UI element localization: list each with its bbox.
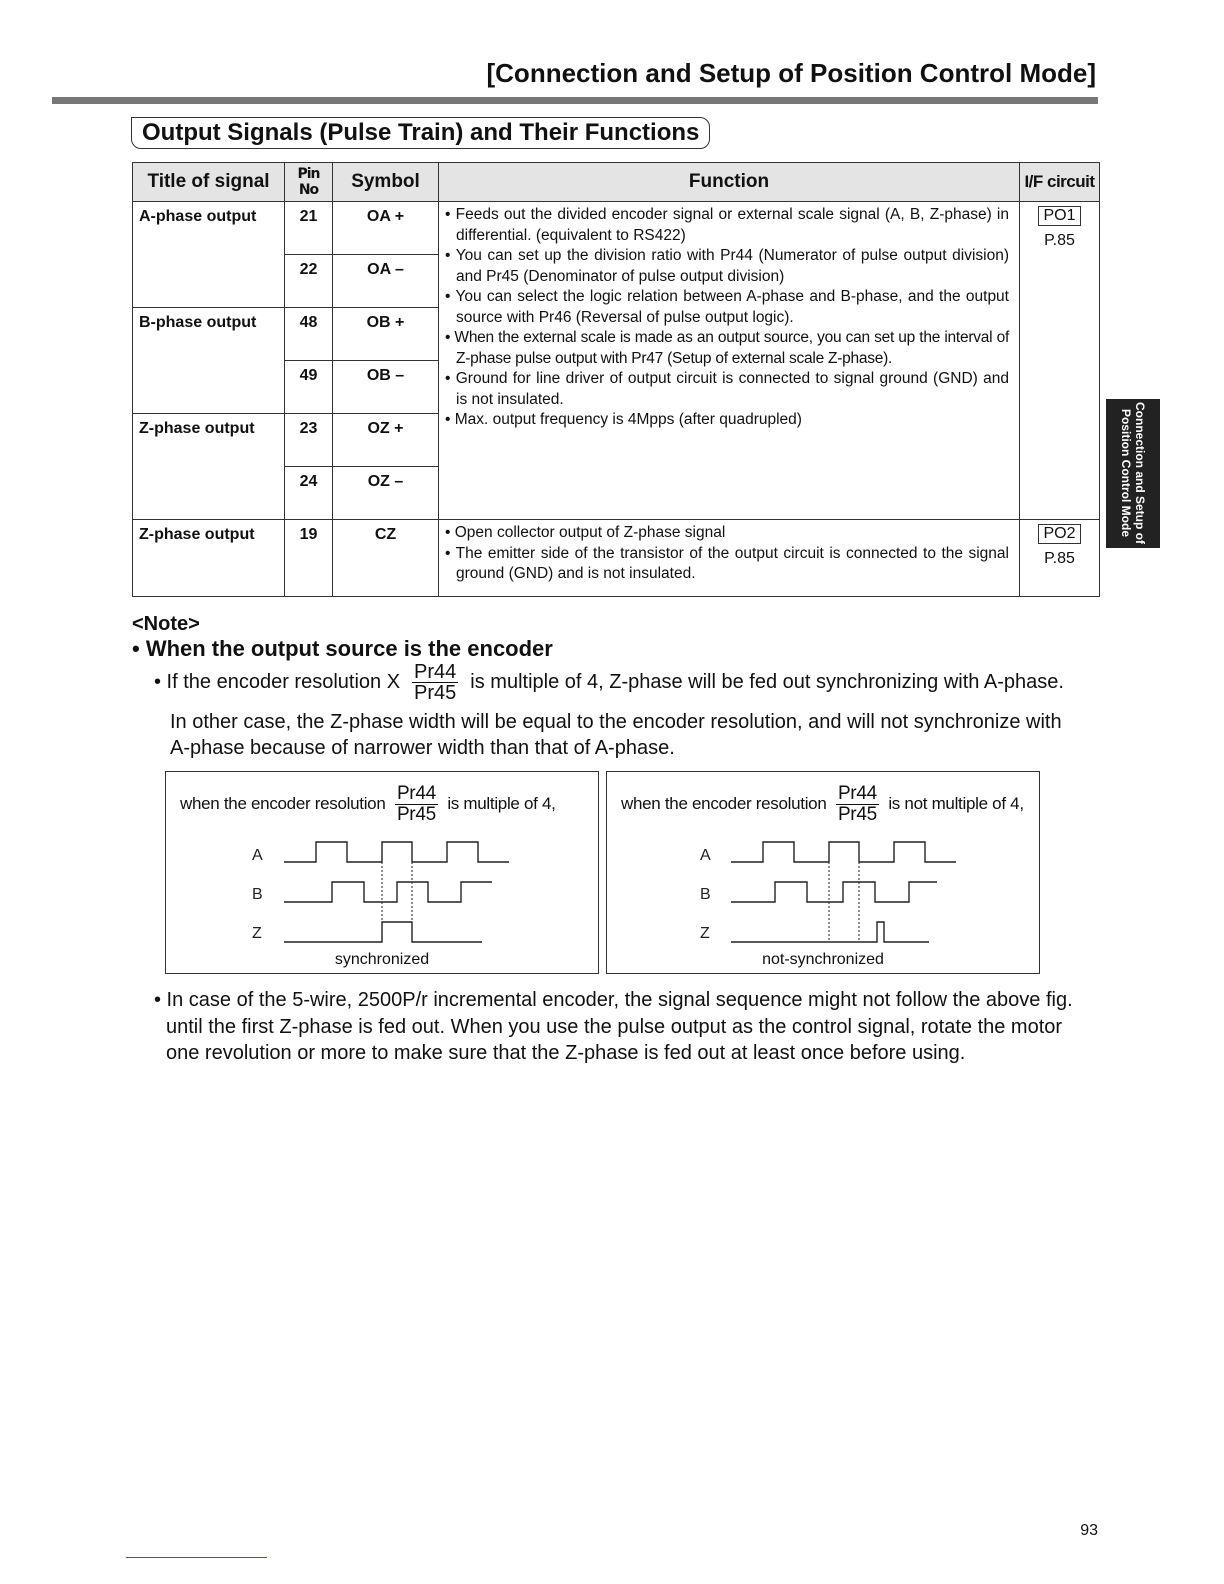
pin-number: 21 bbox=[285, 202, 333, 255]
caption-post: is multiple of 4, bbox=[447, 793, 556, 813]
side-tab-line2: Position Control Mode bbox=[1119, 409, 1133, 537]
output-signals-table bbox=[132, 162, 1100, 597]
signal-symbol: OZ + bbox=[333, 414, 439, 467]
page-header-title: [Connection and Setup of Position Control Mode] bbox=[486, 58, 1096, 88]
col-header-title: Title of signal bbox=[133, 163, 285, 202]
pin-number: 48 bbox=[285, 308, 333, 361]
note-heading: • When the output source is the encoder bbox=[132, 636, 553, 661]
side-tab-line1: Connection and Setup of bbox=[1133, 402, 1147, 544]
note-line1-pre: • If the encoder resolution X bbox=[154, 671, 401, 693]
function-bullet: • Max. output frequency is 4Mpps (after quadrupled) bbox=[445, 411, 802, 428]
note-line3: A-phase because of narrower width than that of A-phase. bbox=[170, 737, 675, 759]
signal-label: A bbox=[700, 847, 711, 864]
diagram-footer-label: synchronized bbox=[334, 951, 430, 968]
waveform-a bbox=[731, 842, 956, 862]
fraction-denominator: Pr45 bbox=[396, 804, 436, 825]
caption-pre: when the encoder resolution bbox=[621, 793, 827, 813]
signal-symbol: OA + bbox=[333, 202, 439, 255]
fraction bbox=[412, 662, 458, 703]
fraction-denominator: Pr45 bbox=[414, 682, 457, 704]
pin-number: 49 bbox=[285, 361, 333, 414]
signal-title: Z-phase output bbox=[133, 520, 285, 597]
waveform-z bbox=[284, 922, 482, 942]
table-row bbox=[133, 202, 1100, 255]
if-circuit-page: P.85 bbox=[1044, 550, 1075, 567]
if-circuit-code: PO2 bbox=[1038, 524, 1080, 544]
waveform-b bbox=[284, 882, 492, 902]
pin-number: 19 bbox=[285, 520, 333, 597]
bottom-note-line1: • In case of the 5-wire, 2500P/r incremental encoder, the signal sequence might not follow the above fig. bbox=[154, 989, 1073, 1011]
fraction-denominator: Pr45 bbox=[837, 804, 877, 825]
signal-title: Z-phase output bbox=[133, 414, 285, 520]
note-line2: In other case, the Z-phase width will be equal to the encoder resolution, and will not synchronize with bbox=[170, 711, 1062, 733]
function-bullet: • Ground for line driver of output circuit is connected to signal ground (GND) and is not insulated. bbox=[445, 370, 1009, 408]
signal-symbol: OB – bbox=[333, 361, 439, 414]
waveform-graphic bbox=[607, 772, 1039, 973]
timing-diagram-not-synchronized bbox=[606, 771, 1040, 974]
function-bullet: • You can set up the division ratio with Pr44 (Numerator of pulse output division) and Pr45 (Denominator of pulse output division) bbox=[445, 247, 1009, 285]
note-line1-post: is multiple of 4, Z-phase will be fed out synchronizing with A-phase. bbox=[470, 671, 1064, 693]
signal-label: B bbox=[252, 886, 263, 903]
if-circuit-page: P.85 bbox=[1044, 232, 1075, 249]
fraction-numerator: Pr44 bbox=[396, 783, 436, 804]
function-bullet: • Open collector output of Z-phase signal bbox=[445, 524, 726, 541]
timing-diagram-synchronized bbox=[165, 771, 599, 974]
note-line1 bbox=[154, 662, 1064, 703]
signal-symbol: CZ bbox=[333, 520, 439, 597]
signal-title: B-phase output bbox=[133, 308, 285, 414]
function-bullet: • You can select the logic relation between A-phase and B-phase, and the output source with Pr46 (Reversal of pulse output logic). bbox=[445, 288, 1009, 326]
signal-symbol: OB + bbox=[333, 308, 439, 361]
if-circuit-cell bbox=[1020, 520, 1100, 597]
caption-pre: when the encoder resolution bbox=[180, 793, 386, 813]
caption-post: is not multiple of 4, bbox=[888, 793, 1024, 813]
col-header-if-circuit: I/F circuit bbox=[1020, 163, 1100, 202]
side-chapter-tab bbox=[1106, 399, 1160, 548]
col-header-pin: Pin No bbox=[285, 163, 333, 202]
waveform-graphic bbox=[166, 772, 598, 973]
footer-link-underline bbox=[126, 1557, 267, 1558]
signal-symbol: OZ – bbox=[333, 467, 439, 520]
bottom-note-line3: one revolution or more to make sure that the Z-phase is fed out at least once before using. bbox=[166, 1042, 966, 1064]
diagram-footer-label: not-synchronized bbox=[762, 951, 884, 968]
signal-title: A-phase output bbox=[133, 202, 285, 308]
table-header-row bbox=[133, 163, 1100, 202]
col-header-function: Function bbox=[439, 163, 1020, 202]
table-row bbox=[133, 520, 1100, 597]
waveform-a bbox=[284, 842, 509, 862]
pin-number: 24 bbox=[285, 467, 333, 520]
page-number: 93 bbox=[1080, 1522, 1098, 1539]
section-title: Output Signals (Pulse Train) and Their Functions bbox=[131, 117, 710, 149]
function-cell-differential bbox=[439, 202, 1020, 520]
signal-symbol: OA – bbox=[333, 255, 439, 308]
signal-label: Z bbox=[252, 925, 262, 942]
if-circuit-cell bbox=[1020, 202, 1100, 520]
pin-number: 22 bbox=[285, 255, 333, 308]
signal-label: A bbox=[252, 847, 263, 864]
signal-label: Z bbox=[700, 925, 710, 942]
note-label: <Note> bbox=[132, 613, 200, 635]
fraction-numerator: Pr44 bbox=[414, 661, 457, 683]
fraction-numerator: Pr44 bbox=[837, 783, 877, 804]
col-header-symbol: Symbol bbox=[333, 163, 439, 202]
bottom-note-line2: until the first Z-phase is fed out. When you use the pulse output as the control signal, rotate the motor bbox=[166, 1016, 1063, 1038]
pin-number: 23 bbox=[285, 414, 333, 467]
function-bullet: • The emitter side of the transistor of the output circuit is connected to the signal ground (GND) and is not insulated. bbox=[445, 544, 1009, 582]
waveform-z bbox=[731, 922, 929, 942]
if-circuit-code: PO1 bbox=[1038, 206, 1080, 226]
function-cell-open-collector bbox=[439, 520, 1020, 597]
waveform-b bbox=[731, 882, 937, 902]
signal-label: B bbox=[700, 886, 711, 903]
header-rule bbox=[52, 97, 1098, 104]
function-bullet: • Feeds out the divided encoder signal or external scale signal (A, B, Z-phase) in differential. (equivalent to RS422) bbox=[445, 206, 1009, 244]
function-bullet: • When the external scale is made as an output source, you can set up the interval of Z-phase pulse output with Pr47 (Setup of external scale Z-phase). bbox=[445, 329, 1009, 367]
